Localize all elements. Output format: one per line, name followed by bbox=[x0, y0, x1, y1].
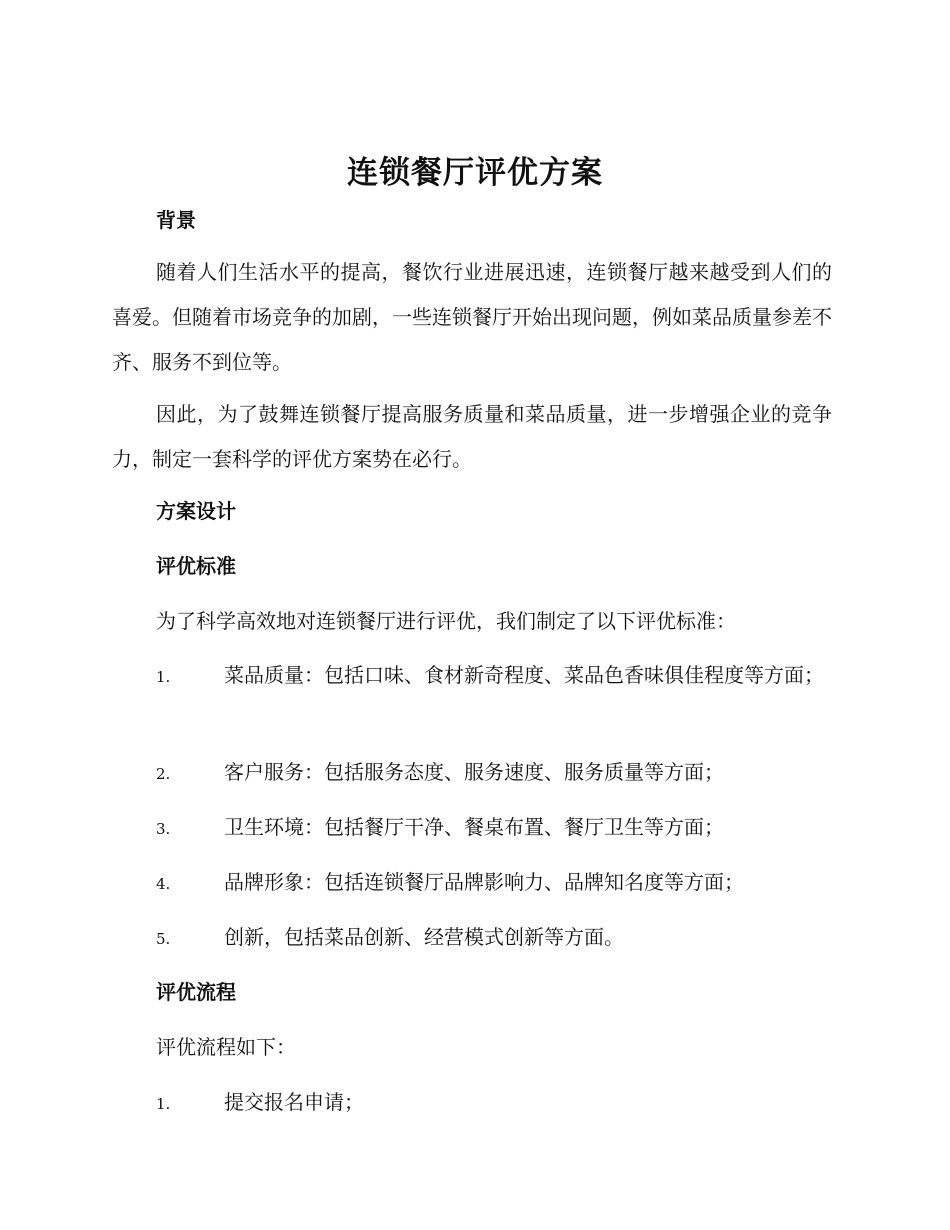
list-number: 1. bbox=[156, 668, 171, 686]
criteria-list-item bbox=[112, 915, 832, 962]
list-item-text: 客户服务：包括服务态度、服务速度、服务质量等方面； bbox=[224, 760, 724, 784]
section-heading-design: 方案设计 bbox=[156, 499, 236, 523]
list-number: 1. bbox=[156, 1095, 171, 1113]
list-number: 5. bbox=[156, 930, 171, 948]
criteria-list-item bbox=[112, 805, 832, 852]
list-item-text: 提交报名申请； bbox=[224, 1090, 364, 1114]
background-paragraph-2: 因此，为了鼓舞连锁餐厅提高服务质量和菜品质量，进一步增强企业的竞争力，制定一套科学的评优方案势在必行。 bbox=[112, 402, 832, 471]
list-number: 3. bbox=[156, 820, 171, 838]
process-intro: 评优流程如下： bbox=[156, 1035, 296, 1059]
criteria-list-item bbox=[112, 860, 832, 907]
background-paragraph-1: 随着人们生活水平的提高，餐饮行业进展迅速，连锁餐厅越来越受到人们的喜爱。但随着市场竞争的加剧，一些连锁餐厅开始出现问题，例如菜品质量参差不齐、服务不到位等。 bbox=[112, 260, 832, 374]
criteria-list-item bbox=[112, 653, 832, 700]
section-heading-criteria: 评优标准 bbox=[156, 554, 236, 578]
section-heading-background: 背景 bbox=[156, 208, 196, 232]
list-number: 2. bbox=[156, 765, 171, 783]
process-list-item bbox=[112, 1080, 832, 1127]
criteria-intro: 为了科学高效地对连锁餐厅进行评优，我们制定了以下评优标准： bbox=[156, 609, 736, 633]
list-number: 4. bbox=[156, 875, 171, 893]
list-item-text: 品牌形象：包括连锁餐厅品牌影响力、品牌知名度等方面； bbox=[224, 870, 744, 894]
criteria-list-item bbox=[112, 750, 832, 797]
list-item-text: 菜品质量：包括口味、食材新奇程度、菜品色香味俱佳程度等方面； bbox=[224, 663, 824, 687]
list-item-text: 创新，包括菜品创新、经营模式创新等方面。 bbox=[224, 925, 624, 949]
document-title: 连锁餐厅评优方案 bbox=[347, 155, 603, 191]
list-item-text: 卫生环境：包括餐厅干净、餐桌布置、餐厅卫生等方面； bbox=[224, 815, 724, 839]
section-heading-process: 评优流程 bbox=[156, 980, 236, 1004]
